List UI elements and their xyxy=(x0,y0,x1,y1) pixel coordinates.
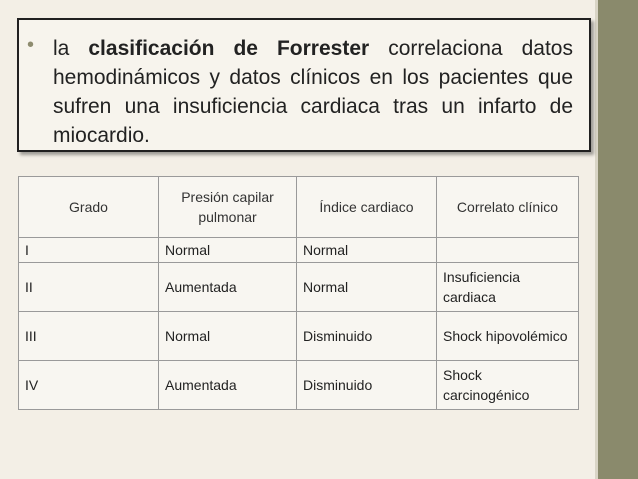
cell-correlato: Shock hipovolémico xyxy=(437,312,579,361)
header-grado: Grado xyxy=(19,177,159,238)
paragraph-bold-term: clasificación de Forrester xyxy=(88,37,370,60)
cell-indice: Normal xyxy=(297,263,437,312)
cell-indice: Disminuido xyxy=(297,312,437,361)
table-row xyxy=(19,312,579,361)
cell-presion: Normal xyxy=(159,238,297,263)
cell-correlato: Shock carcinogénico xyxy=(437,361,579,410)
cell-presion: Aumentada xyxy=(159,263,297,312)
header-correlato: Correlato clínico xyxy=(437,177,579,238)
bullet-icon: • xyxy=(27,34,35,56)
header-indice: Índice cardiaco xyxy=(297,177,437,238)
paragraph-text-end: correlaciona datos hemodinámicos y datos clínicos en los pacientes que sufren una insuficiencia cardiaca tras un infarto de miocardio. xyxy=(53,37,573,147)
table-header-row xyxy=(19,177,579,238)
text-box xyxy=(17,18,591,152)
cell-presion: Normal xyxy=(159,312,297,361)
cell-grado: II xyxy=(19,263,159,312)
cell-correlato: Insuficiencia cardiaca xyxy=(437,263,579,312)
cell-grado: III xyxy=(19,312,159,361)
table-row xyxy=(19,238,579,263)
side-decoration-band xyxy=(598,0,638,479)
header-presion: Presión capilar pulmonar xyxy=(159,177,297,238)
forrester-table xyxy=(18,176,579,410)
cell-grado: I xyxy=(19,238,159,263)
cell-grado: IV xyxy=(19,361,159,410)
paragraph-text-start: la xyxy=(53,37,89,60)
table-row xyxy=(19,361,579,410)
paragraph xyxy=(53,34,573,150)
table-row xyxy=(19,263,579,312)
cell-indice: Disminuido xyxy=(297,361,437,410)
cell-correlato xyxy=(437,238,579,263)
cell-presion: Aumentada xyxy=(159,361,297,410)
cell-indice: Normal xyxy=(297,238,437,263)
